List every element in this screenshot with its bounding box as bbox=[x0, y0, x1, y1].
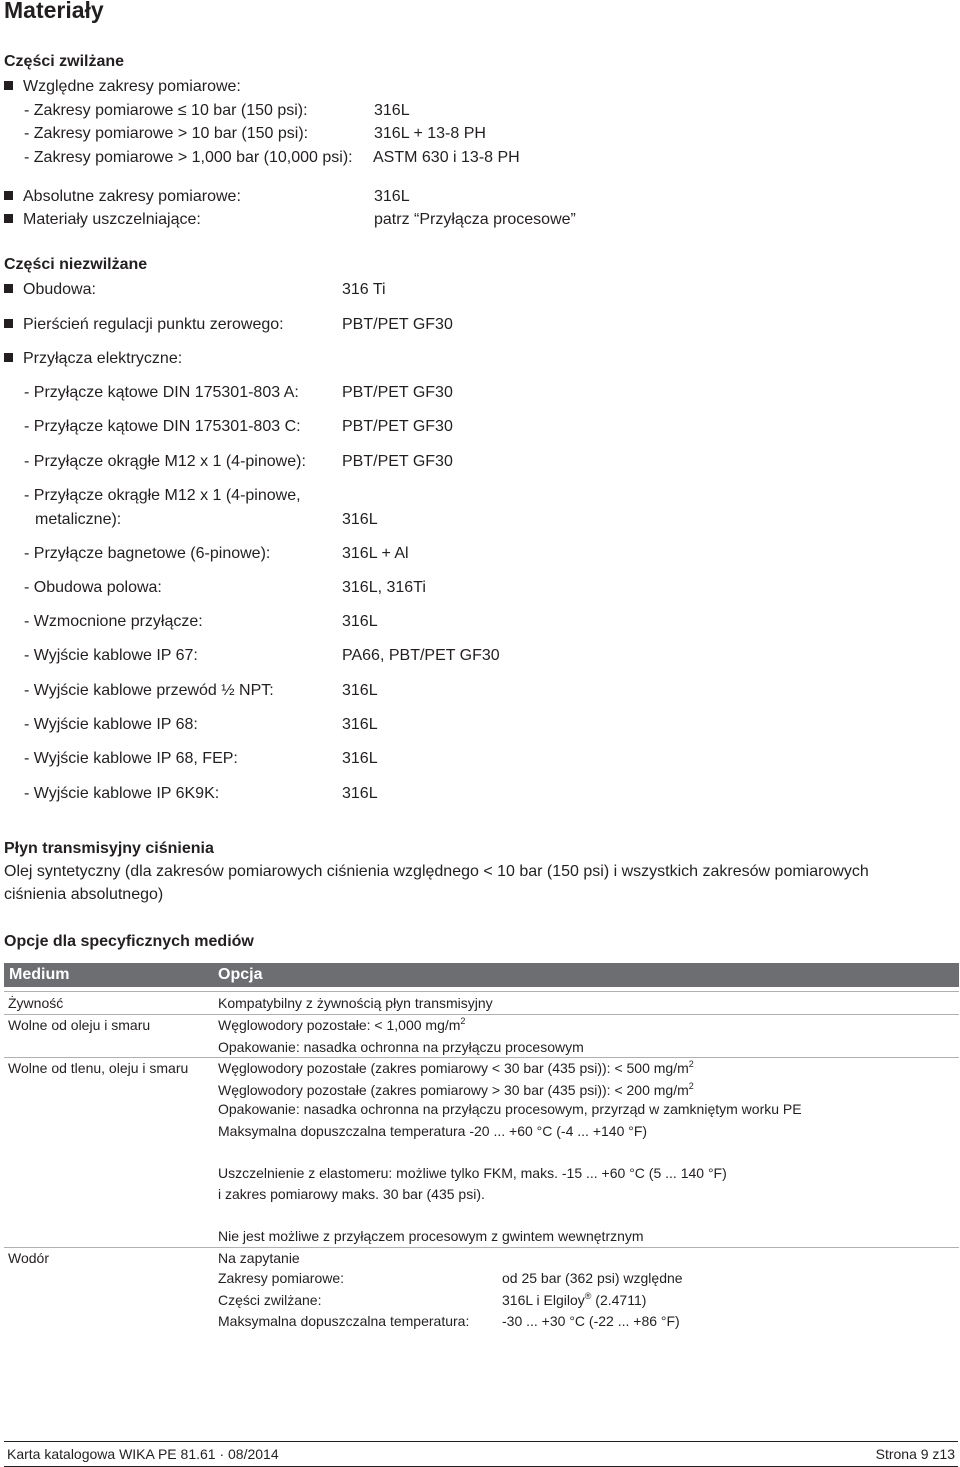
non-wetted-item-value: PBT/PET GF30 bbox=[342, 384, 453, 401]
wetted-item-value: 316L bbox=[374, 188, 410, 205]
non-wetted-item-value: 316L bbox=[342, 682, 378, 699]
column-header-option: Opcja bbox=[218, 966, 263, 983]
option-cell: Kompatybilny z żywnością płyn transmisyjny bbox=[218, 995, 493, 1011]
wetted-item-value: ASTM 630 i 13-8 PH bbox=[373, 149, 520, 166]
non-wetted-item-label: - Przyłącze okrągłe M12 x 1 (4-pinowe, bbox=[24, 487, 301, 504]
non-wetted-item: Pierścień regulacji punktu zerowego: bbox=[4, 316, 284, 334]
non-wetted-item-label: - Wyjście kablowe przewód ½ NPT: bbox=[24, 682, 274, 699]
non-wetted-item-label: - Wyjście kablowe IP 68: bbox=[24, 716, 198, 733]
option-cell-value: 316L i Elgiloy® (2.4711) bbox=[502, 1291, 647, 1308]
option-cell-label: Zakresy pomiarowe: bbox=[218, 1270, 345, 1286]
row-divider bbox=[4, 991, 959, 992]
non-wetted-item-value: 316L bbox=[342, 785, 378, 802]
bullet-square-icon bbox=[4, 353, 13, 362]
medium-cell: Wodór bbox=[8, 1250, 49, 1266]
options-heading: Opcje dla specyficznych mediów bbox=[4, 933, 254, 950]
non-wetted-item-value: 316L bbox=[342, 750, 378, 767]
non-wetted-item-label: - Wyjście kablowe IP 68, FEP: bbox=[24, 750, 238, 767]
non-wetted-item-label: - Przyłącze kątowe DIN 175301-803 C: bbox=[24, 418, 301, 435]
wetted-item-label: - Zakresy pomiarowe ≤ 10 bar (150 psi): bbox=[24, 102, 308, 119]
non-wetted-item-value: 316L + Al bbox=[342, 545, 409, 562]
option-cell: Węglowodory pozostałe: < 1,000 $mg/m^2$ bbox=[218, 1016, 466, 1033]
option-cell: i zakres pomiarowy maks. 30 bar (435 psi). bbox=[218, 1186, 485, 1202]
non-wetted-item-label: - Przyłącze kątowe DIN 175301-803 A: bbox=[24, 384, 299, 401]
non-wetted-item-value: PA66, PBT/PET GF30 bbox=[342, 647, 500, 664]
bullet-square-icon bbox=[4, 284, 13, 293]
option-cell: Nie jest możliwe z przyłączem procesowym z gwintem wewnętrznym bbox=[218, 1228, 644, 1244]
option-cell: Węglowodory pozostałe (zakres pomiarowy < 30 bar (435 psi)): < 500 $mg/m^2$ bbox=[218, 1059, 694, 1076]
non-wetted-item-label: - Wyjście kablowe IP 6K9K: bbox=[24, 785, 220, 802]
option-cell: Maksymalna dopuszczalna temperatura -20 ... +60 °C (-4 ... +140 °F) bbox=[218, 1123, 648, 1139]
wetted-item: Względne zakresy pomiarowe: bbox=[4, 78, 241, 96]
non-wetted-item-label: - Przyłącze okrągłe M12 x 1 (4-pinowe): bbox=[24, 453, 306, 470]
bullet-square-icon bbox=[4, 191, 13, 200]
medium-cell: Wolne od tlenu, oleju i smaru bbox=[8, 1060, 189, 1076]
non-wetted-item-value: PBT/PET GF30 bbox=[342, 418, 453, 435]
page-title: Materiały bbox=[4, 0, 104, 23]
option-cell: Opakowanie: nasadka ochronna na przyłączu procesowym, przyrząd w zamkniętym worku PE bbox=[218, 1101, 802, 1117]
non-wetted-item-value: PBT/PET GF30 bbox=[342, 453, 453, 470]
bullet-square-icon bbox=[4, 81, 13, 90]
option-cell: Węglowodory pozostałe (zakres pomiarowy > 30 bar (435 psi)): < 200 $mg/m^2$ bbox=[218, 1081, 694, 1098]
non-wetted-item-value: 316L bbox=[342, 716, 378, 733]
footer-page-number: Strona 9 z13 bbox=[875, 1446, 955, 1462]
wetted-item-value: patrz “Przyłącza procesowe” bbox=[374, 211, 576, 228]
bullet-square-icon bbox=[4, 319, 13, 328]
column-header-medium: Medium bbox=[9, 966, 70, 983]
option-cell-label: Maksymalna dopuszczalna temperatura: bbox=[218, 1313, 470, 1329]
fluid-text-line: Olej syntetyczny (dla zakresów pomiarowych ciśnienia względnego < 10 bar (150 psi) i wszystkich zakresów pomiarowych bbox=[4, 863, 869, 880]
option-cell-value: -30 ... +30 °C (-22 ... +86 °F) bbox=[502, 1313, 680, 1329]
wetted-item-label: - Zakresy pomiarowe > 10 bar (150 psi): bbox=[24, 125, 309, 142]
wetted-heading: Części zwilżane bbox=[4, 53, 125, 70]
row-divider bbox=[4, 1247, 959, 1248]
footer-left-text: Karta katalogowa WIKA PE 81.61 · 08/2014 bbox=[7, 1446, 279, 1462]
medium-cell: Wolne od oleju i smaru bbox=[8, 1017, 151, 1033]
non-wetted-item: Przyłącza elektryczne: bbox=[4, 350, 182, 368]
fluid-heading: Płyn transmisyjny ciśnienia bbox=[4, 840, 214, 857]
non-wetted-item-value: PBT/PET GF30 bbox=[342, 316, 453, 333]
non-wetted-item-value: 316L bbox=[342, 511, 378, 528]
options-table-header bbox=[4, 963, 959, 987]
page-footer bbox=[4, 1441, 958, 1467]
option-cell: Uszczelnienie z elastomeru: możliwe tylko FKM, maks. -15 ... +60 °C (5 ... 140 °F) bbox=[218, 1165, 727, 1181]
non-wetted-item-label-cont: metaliczne): bbox=[35, 511, 122, 528]
non-wetted-item-label: - Obudowa polowa: bbox=[24, 579, 162, 596]
non-wetted-item-value: 316L, 316Ti bbox=[342, 579, 426, 596]
wetted-item-value: 316L bbox=[374, 102, 410, 119]
row-divider bbox=[4, 1057, 959, 1058]
row-divider bbox=[4, 1014, 959, 1015]
wetted-item-label: - Zakresy pomiarowe > 1,000 bar (10,000 psi): bbox=[24, 149, 353, 166]
wetted-item-value: 316L + 13-8 PH bbox=[374, 125, 486, 142]
option-cell: Opakowanie: nasadka ochronna na przyłączu procesowym bbox=[218, 1039, 584, 1055]
option-cell: Na zapytanie bbox=[218, 1250, 300, 1266]
option-cell-value: od 25 bar (362 psi) względne bbox=[502, 1270, 683, 1286]
fluid-text-line: ciśnienia absolutnego) bbox=[4, 886, 164, 903]
medium-cell: Żywność bbox=[8, 995, 64, 1011]
wetted-item: Absolutne zakresy pomiarowe: bbox=[4, 188, 241, 206]
wetted-item: Materiały uszczelniające: bbox=[4, 211, 201, 229]
bullet-square-icon bbox=[4, 214, 13, 223]
non-wetted-item-label: - Przyłącze bagnetowe (6-pinowe): bbox=[24, 545, 271, 562]
option-cell-label: Części zwilżane: bbox=[218, 1292, 322, 1308]
non-wetted-item-label: - Wzmocnione przyłącze: bbox=[24, 613, 203, 630]
non-wetted-item-value: 316L bbox=[342, 613, 378, 630]
non-wetted-item-label: - Wyjście kablowe IP 67: bbox=[24, 647, 198, 664]
non-wetted-item-value: 316 Ti bbox=[342, 281, 386, 298]
non-wetted-heading: Części niezwilżane bbox=[4, 256, 148, 273]
non-wetted-item: Obudowa: bbox=[4, 281, 96, 299]
